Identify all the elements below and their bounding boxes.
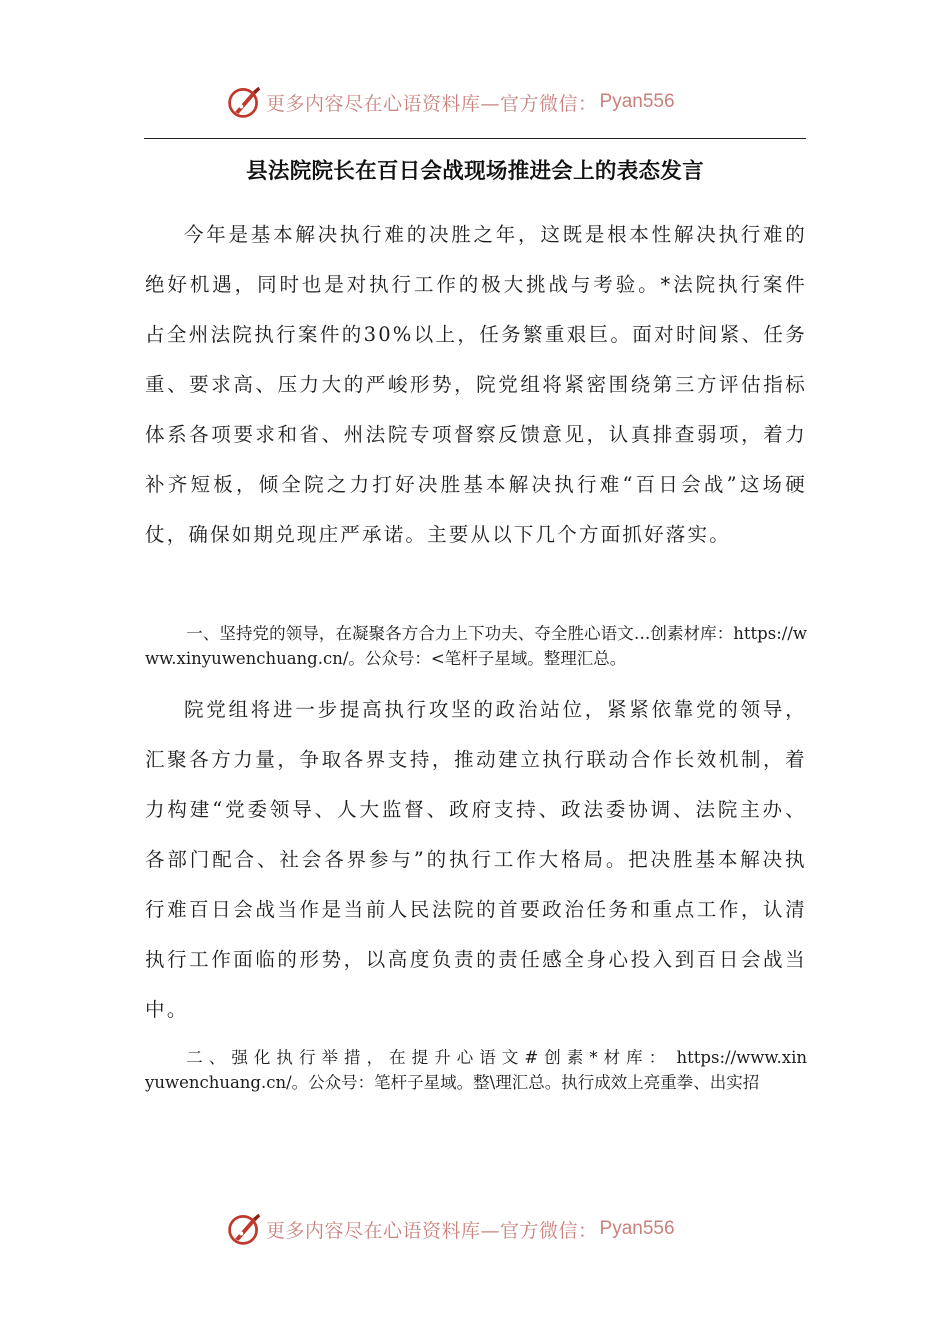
section-heading-2-rest: https://www.xinyuwenchuang.cn/。公众号：笔杆子星域。整\理汇总。执行成效上亮重拳、出实招 xyxy=(145,1048,808,1092)
section-heading-2-lead: 二、强化执行举措，在提升心语文#创素*材库： xyxy=(186,1048,672,1067)
section-heading-1: 一、坚持党的领导，在凝聚各方合力上下功夫、夺全胜心语文…创素材库：https://www.xinyuwenchuang.cn/。公众号：<笔杆子星域。整理汇总。 xyxy=(145,624,807,668)
footer-banner xyxy=(226,1209,675,1249)
wechat-id: Pyan556 xyxy=(599,1218,675,1239)
pen-nib-logo-icon xyxy=(226,84,262,120)
body-paragraph: 今年是基本解决执行难的决胜之年，这既是根本性解决执行难的绝好机遇，同时也是对执行工作的极大挑战与考验。*法院执行案件占全州法院执行案件的30%以上，任务繁重艰巨。面对时间紧、任务重、要求高、压力大的严峻形势，院党组将紧密围绕第三方评估指标体系各项要求和省、州法院专项督察反馈意见，认真排查弱项，着力补齐短板，倾全院之力打好决胜基本解决执行难“百日会战”这场硬仗，确保如期兑现庄严承诺。主要从以下几个方面抓好落实。 xyxy=(145,223,807,546)
document-title: 县法院院长在百日会战现场推进会上的表态发言 xyxy=(246,159,704,184)
pen-nib-logo-icon xyxy=(226,1211,262,1247)
header-rule xyxy=(144,138,806,139)
wechat-id: Pyan556 xyxy=(599,91,675,112)
banner-text: 更多内容尽在心语资料库—官方微信： xyxy=(266,92,598,115)
body-paragraph: 院党组将进一步提高执行攻坚的政治站位，紧紧依靠党的领导，汇聚各方力量，争取各界支持，推动建立执行联动合作长效机制，着力构建“党委领导、人大监督、政府支持、政法委协调、法院主办、各部门配合、社会各界参与”的执行工作大格局。把决胜基本解决执行难百日会战当作是当前人民法院的首要政治任务和重点工作，认清执行工作面临的形势，以高度负责的责任感全身心投入到百日会战当中。 xyxy=(145,698,807,1021)
header-banner xyxy=(226,82,675,122)
section-heading-2 xyxy=(145,1045,807,1095)
banner-text: 更多内容尽在心语资料库—官方微信： xyxy=(266,1219,598,1242)
